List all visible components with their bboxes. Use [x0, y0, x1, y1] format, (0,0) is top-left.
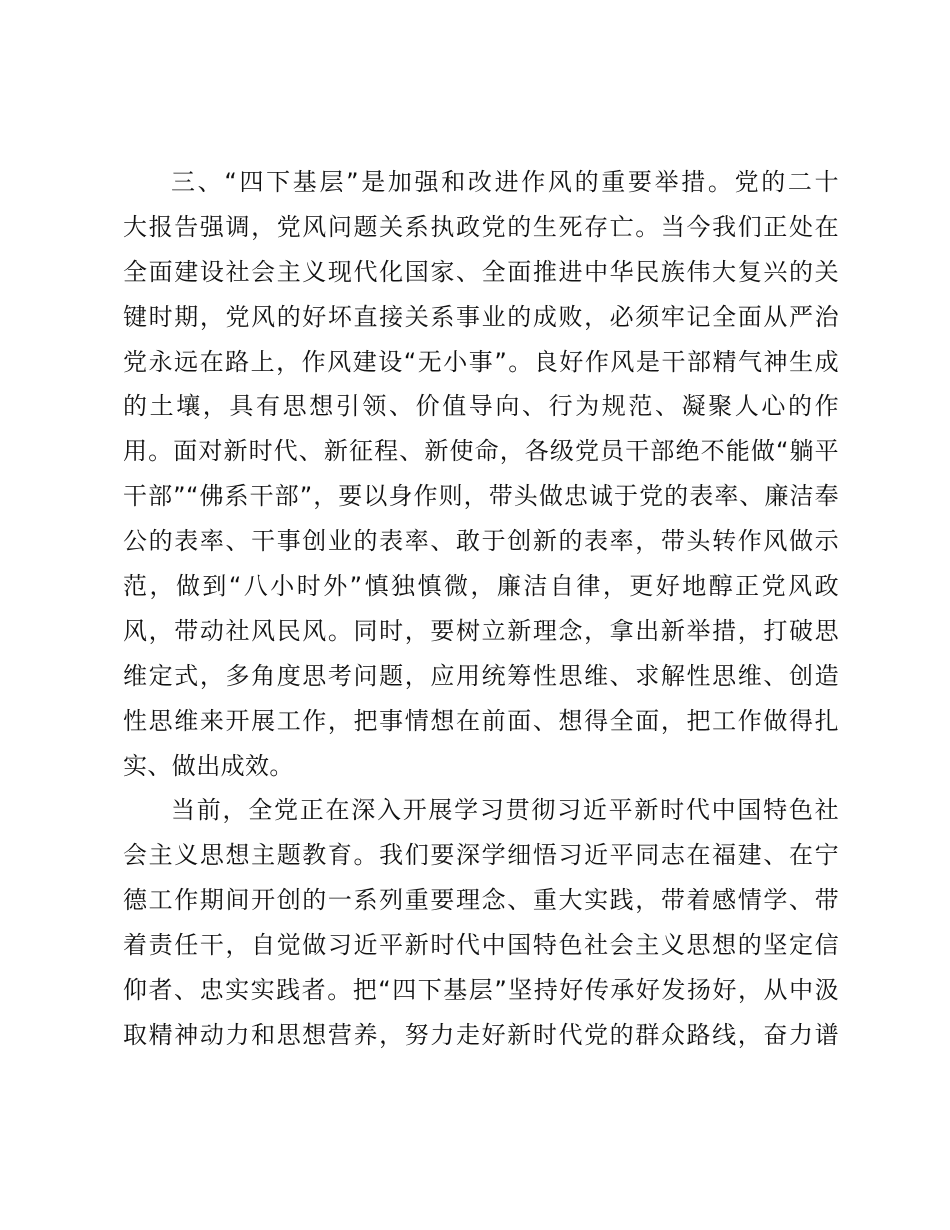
paragraph-2	[123, 788, 839, 1057]
paragraph-line: 当前，全党正在深入开展学习贯彻习近平新时代中国特色社	[171, 796, 839, 825]
paragraph-line: 干部”“佛系干部”，要以身作则，带头做忠诚于党的表率、廉洁奉	[123, 482, 839, 511]
paragraph-line: 实、做出成效。	[123, 751, 294, 780]
paragraph-line: 德工作期间开创的一系列重要理念、重大实践，带着感情学、带	[123, 886, 839, 915]
paragraph-line: 范，做到“八小时外”慎独慎微，廉洁自律，更好地醇正党风政	[123, 572, 839, 601]
document-body	[123, 160, 839, 1058]
paragraph-line: 用。面对新时代、新征程、新使命，各级党员干部绝不能做“躺平	[123, 437, 840, 466]
paragraph-line: 风，带动社风民风。同时，要树立新理念，拿出新举措，打破思	[123, 616, 839, 645]
paragraph-line: 公的表率、干事创业的表率、敢于创新的表率，带头转作风做示	[123, 527, 839, 556]
paragraph-line: 取精神动力和思想营养，努力走好新时代党的群众路线，奋力谱	[123, 1020, 839, 1049]
paragraph-line: 三、“四下基层”是加强和改进作风的重要举措。党的二十	[171, 168, 839, 196]
paragraph-line: 仰者、忠实实践者。把“四下基层”坚持好传承好发扬好，从中汲	[123, 976, 839, 1005]
paragraph-line: 键时期，党风的好坏直接关系事业的成败，必须牢记全面从严治	[123, 302, 839, 331]
paragraph-line: 党永远在路上，作风建设“无小事”。良好作风是干部精气神生成	[123, 347, 839, 376]
paragraph-line: 性思维来开展工作，把事情想在前面、想得全面，把工作做得扎	[123, 706, 839, 735]
paragraph-line: 维定式，多角度思考问题，应用统筹性思维、求解性思维、创造	[123, 661, 839, 690]
paragraph-1	[123, 160, 839, 788]
paragraph-line: 大报告强调，党风问题关系执政党的生死存亡。当今我们正处在	[123, 212, 839, 241]
paragraph-line: 的土壤，具有思想引领、价值导向、行为规范、凝聚人心的作	[123, 392, 839, 421]
paragraph-line: 着责任干，自觉做习近平新时代中国特色社会主义思想的坚定信	[123, 931, 839, 960]
paragraph-line: 全面建设社会主义现代化国家、全面推进中华民族伟大复兴的关	[123, 257, 839, 286]
paragraph-line: 会主义思想主题教育。我们要深学细悟习近平同志在福建、在宁	[123, 841, 839, 870]
